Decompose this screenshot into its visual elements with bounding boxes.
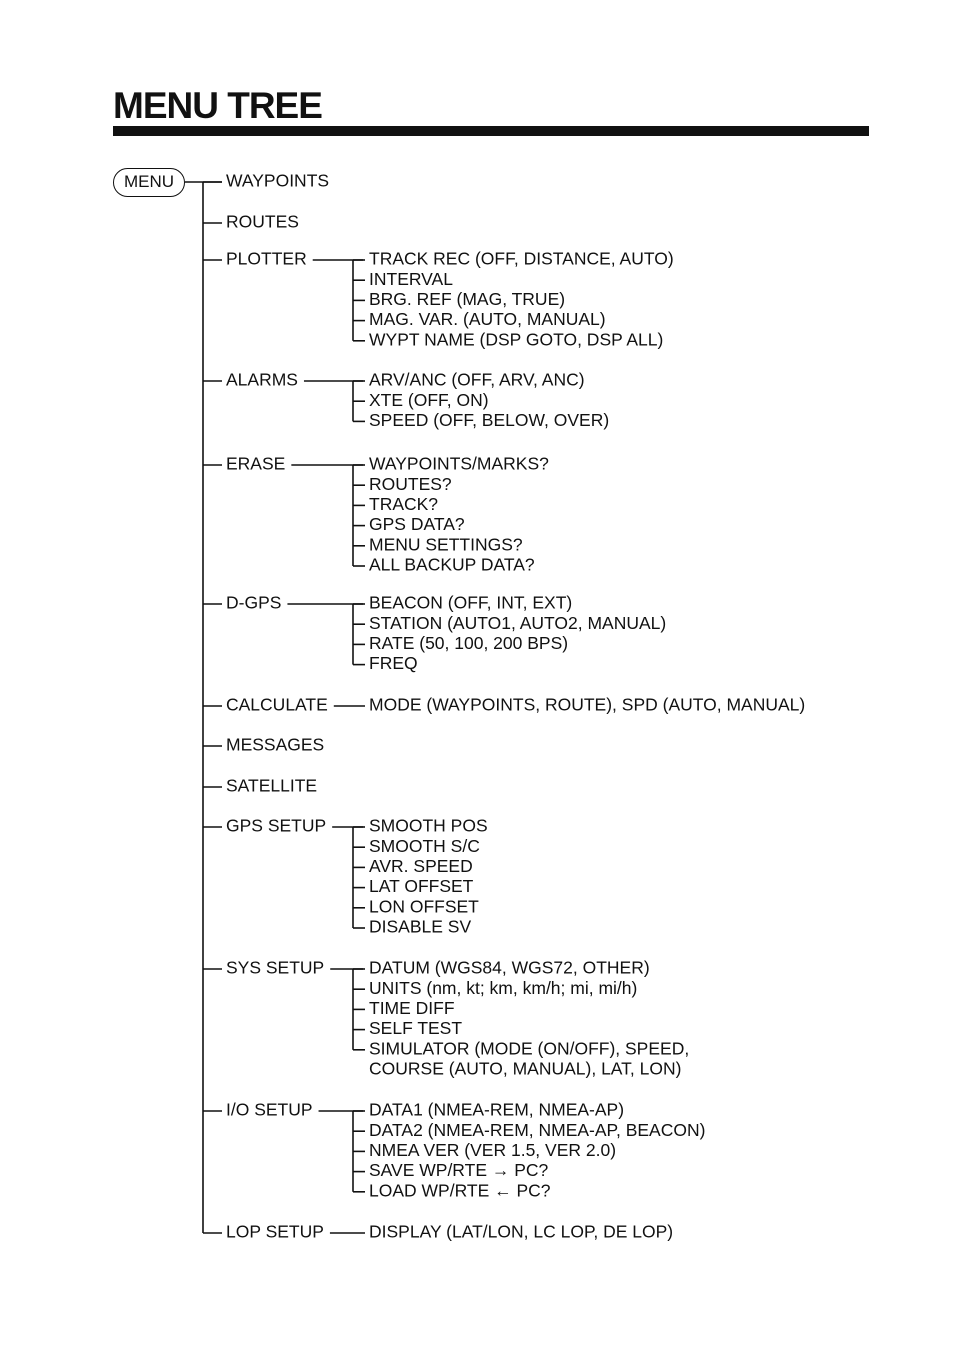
submenu-item-label: DATA1 (NMEA-REM, NMEA-AP) xyxy=(369,1099,625,1120)
menu-item-label: LOP SETUP xyxy=(226,1221,324,1242)
submenu-item-label: TRACK REC (OFF, DISTANCE, AUTO) xyxy=(369,248,674,269)
menu-item-label: D-GPS xyxy=(226,592,282,613)
submenu-item-label: WYPT NAME (DSP GOTO, DSP ALL) xyxy=(369,329,664,350)
submenu-item-label: SELF TEST xyxy=(369,1018,463,1039)
submenu-item-label: SMOOTH POS xyxy=(369,815,488,836)
submenu-item-label: DATA2 (NMEA-REM, NMEA-AP, BEACON) xyxy=(369,1119,706,1140)
submenu-item-label: MENU SETTINGS? xyxy=(369,534,523,555)
submenu-item-label: DATUM (WGS84, WGS72, OTHER) xyxy=(369,957,650,978)
submenu-item-label: INTERVAL xyxy=(369,268,453,289)
menu-item-label: MESSAGES xyxy=(226,734,325,755)
menu-item-label: WAYPOINTS xyxy=(226,170,330,191)
menu-item-label: SYS SETUP xyxy=(226,957,325,978)
submenu-item-label: UNITS (nm, kt; km, km/h; mi, mi/h) xyxy=(369,977,638,998)
submenu-item-label: MAG. VAR. (AUTO, MANUAL) xyxy=(369,309,606,330)
submenu-item-label: COURSE (AUTO, MANUAL), LAT, LON) xyxy=(369,1058,682,1079)
submenu-item-label: TRACK? xyxy=(369,494,439,515)
submenu-item-label: FREQ xyxy=(369,653,418,674)
submenu-item-label: ALL BACKUP DATA? xyxy=(369,554,535,575)
submenu-item-label: SAVE WP/RTE → PC? xyxy=(369,1160,549,1181)
submenu-item-label: WAYPOINTS/MARKS? xyxy=(369,453,549,474)
submenu-item-label: ARV/ANC (OFF, ARV, ANC) xyxy=(369,369,585,390)
menu-item-label: ERASE xyxy=(226,453,286,474)
submenu-item-label: RATE (50, 100, 200 BPS) xyxy=(369,633,569,654)
submenu-item-label: BRG. REF (MAG, TRUE) xyxy=(369,289,566,310)
submenu-item-label: LAT OFFSET xyxy=(369,876,474,897)
submenu-item-label: XTE (OFF, ON) xyxy=(369,389,489,410)
submenu-item-label: ROUTES? xyxy=(369,473,452,494)
submenu-item-label: BEACON (OFF, INT, EXT) xyxy=(369,592,573,613)
menu-item-label: SATELLITE xyxy=(226,775,318,796)
menu-item-label: PLOTTER xyxy=(226,248,307,269)
submenu-item-label: AVR. SPEED xyxy=(369,856,473,877)
menu-item-label: ALARMS xyxy=(226,369,298,390)
submenu-item-label: DISPLAY (LAT/LON, LC LOP, DE LOP) xyxy=(369,1221,674,1242)
menu-root-node: MENU xyxy=(113,168,185,197)
menu-item-label: I/O SETUP xyxy=(226,1099,313,1120)
submenu-item-label: SPEED (OFF, BELOW, OVER) xyxy=(369,410,610,431)
page-title: MENU TREE xyxy=(113,85,322,126)
submenu-item-label: LON OFFSET xyxy=(369,896,479,917)
submenu-item-label: DISABLE SV xyxy=(369,916,472,937)
submenu-item-label: MODE (WAYPOINTS, ROUTE), SPD (AUTO, MANUAL) xyxy=(369,694,806,715)
submenu-item-label: NMEA VER (VER 1.5, VER 2.0) xyxy=(369,1140,617,1161)
submenu-item-label: STATION (AUTO1, AUTO2, MANUAL) xyxy=(369,612,667,633)
menu-item-label: CALCULATE xyxy=(226,694,328,715)
menu-item-label: ROUTES xyxy=(226,211,299,232)
submenu-item-label: SMOOTH S/C xyxy=(369,835,480,856)
menu-item-label: GPS SETUP xyxy=(226,815,327,836)
submenu-item-label: GPS DATA? xyxy=(369,514,465,535)
submenu-item-label: LOAD WP/RTE ← PC? xyxy=(369,1180,551,1201)
submenu-item-label: TIME DIFF xyxy=(369,998,455,1019)
submenu-item-label: SIMULATOR (MODE (ON/OFF), SPEED, xyxy=(369,1038,690,1059)
